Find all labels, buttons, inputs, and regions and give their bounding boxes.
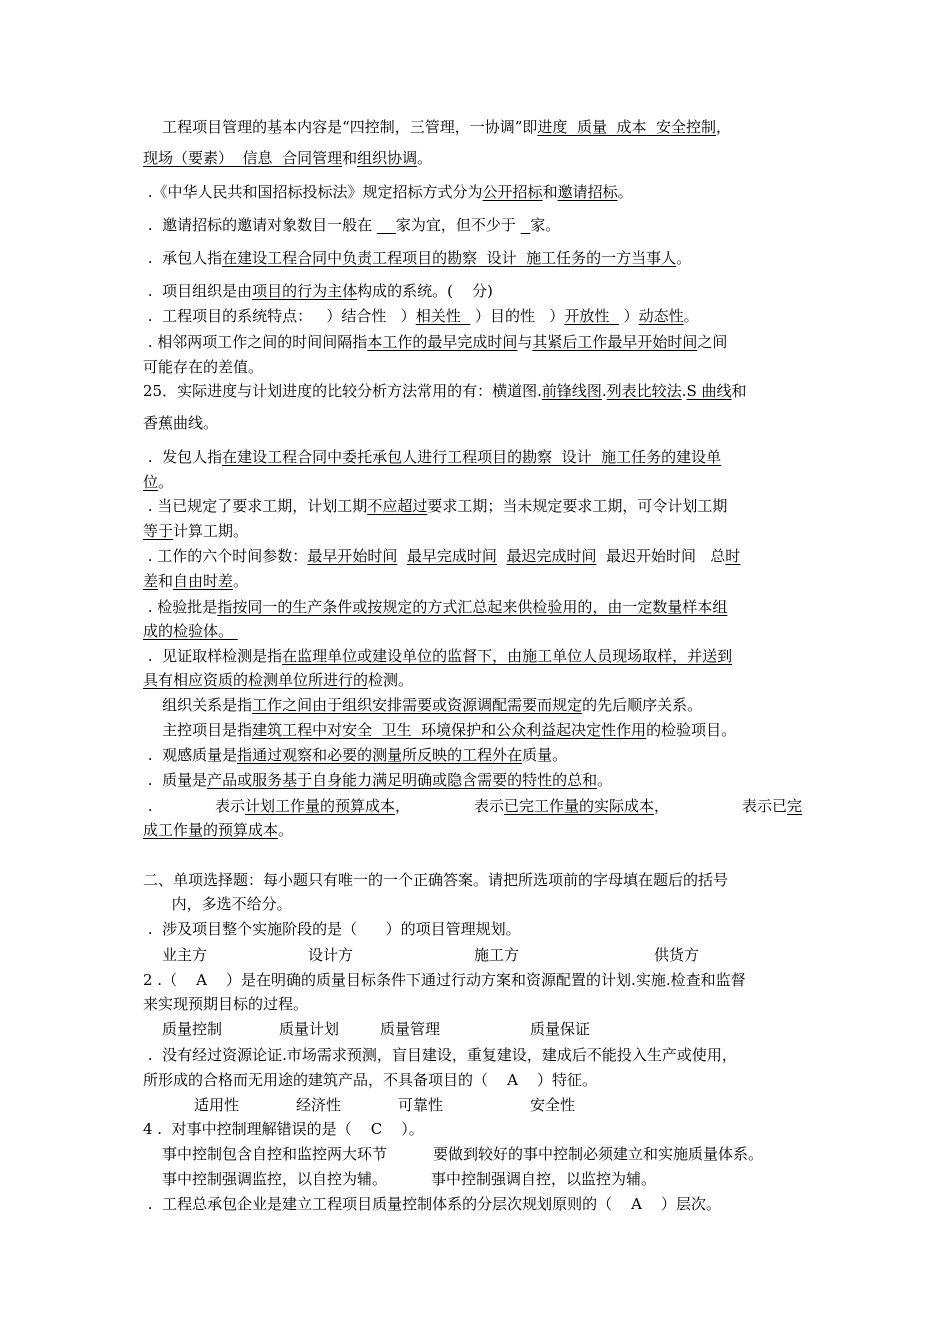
- q4-option-d: 事中控制强调自控，以监控为辅。: [431, 1170, 657, 1188]
- q3-option-d: 安全性: [530, 1096, 576, 1114]
- q3-option-a: 适用性: [194, 1096, 240, 1114]
- q2-option-c: 质量管理: [380, 1020, 441, 1038]
- fill-line-18: . 检验批是指按同一的生产条件或按规定的方式汇总起来供检验用的，由一定数量样本组: [143, 598, 728, 616]
- fill-line-26-part4: 表示已完: [742, 797, 803, 815]
- fill-line-6: . 项目组织是由项目的行为主体构成的系统。( 分): [143, 282, 493, 300]
- fill-line-20: . 见证取样检测是指在监理单位或建设单位的监督下，由施工单位人员现场取样，并送到: [143, 647, 733, 665]
- fill-line-26-part3: 表示已完工作量的实际成本，: [474, 797, 670, 815]
- q3-option-b: 经济性: [296, 1096, 342, 1114]
- fill-line-12: . 发包人指在建设工程合同中委托承包人进行工程项目的勘察 设计 施工任务的建设单: [143, 448, 722, 466]
- q1-option-a: 业主方: [162, 946, 208, 964]
- choice-heading-cont: 内，多选不给分。: [143, 895, 292, 913]
- fill-line-13: 位。: [143, 473, 174, 491]
- question-5: . 工程总承包企业是建立工程项目质量控制体系的分层次规划原则的（ A ）层次。: [143, 1195, 722, 1213]
- fill-line-23: 主控项目是指建筑工程中对安全 卫生 环境保护和公众利益起决定性作用的检验项目。: [143, 721, 737, 739]
- q4-option-c: 事中控制强调监控，以自控为辅。: [162, 1170, 388, 1188]
- fill-line-5: . 承包人指在建设工程合同中负责工程项目的勘察 设计 施工任务的一方当事人。: [143, 249, 692, 267]
- choice-heading: 二、单项选择题：每小题只有唯一的一个正确答案。请把所选项前的字母填在题后的括号: [143, 871, 729, 889]
- fill-line-21: 具有相应资质的检测单位所进行的检测。: [143, 671, 414, 689]
- q4-option-b: 要做到较好的事中控制必须建立和实施质量体系。: [433, 1145, 764, 1163]
- q2-option-b: 质量计划: [279, 1020, 340, 1038]
- fill-line-7: . 工程项目的系统特点： ）结合性 ）相关性 ）目的性 ）开放性 ）动态性。: [143, 307, 699, 325]
- fill-line-16: . 工作的六个时间参数：最早开始时间 最早完成时间 最迟完成时间 最迟开始时间 总时: [143, 547, 741, 565]
- q1-option-d: 供货方: [654, 946, 700, 964]
- fill-line-4: . 邀请招标的邀请对象数目一般在 家为宜，但不少于 家。: [143, 216, 561, 234]
- fill-line-10: 25．实际进度与计划进度的比较分析方法常用的有：横道图.前锋线图.列表比较法.S 曲线和: [143, 382, 747, 400]
- fill-line-17: 差和自由时差。: [143, 572, 249, 590]
- fill-line-8: . 相邻两项工作之间的时间间隔指本工作的最早完成时间与其紧后工作最早开始时间之间: [143, 333, 728, 351]
- fill-line-2: 现场（要素） 信息 合同管理和组织协调。: [143, 149, 433, 167]
- question-2-cont: 来实现预期目标的过程。: [143, 995, 309, 1013]
- fill-line-26: .: [143, 797, 153, 815]
- fill-line-22: 组织关系是指工作之间由于组织安排需要或资源调配需要而规定的先后顺序关系。: [143, 696, 703, 714]
- fill-line-19: 成的检验体。: [143, 622, 238, 640]
- question-4: 4 . 对事中控制理解错误的是（ C ）。: [143, 1120, 424, 1138]
- q2-option-a: 质量控制: [162, 1020, 223, 1038]
- fill-line-15: 等于计算工期。: [143, 522, 249, 540]
- fill-line-11: 香蕉曲线。: [143, 414, 219, 432]
- question-1: . 涉及项目整个实施阶段的是（ ）的项目管理规划。: [143, 920, 521, 938]
- fill-line-25: . 质量是产品或服务基于自身能力满足明确或隐含需要的特性的总和。: [143, 771, 613, 789]
- fill-line-27: 成工作量的预算成本。: [143, 821, 294, 839]
- fill-line-9: 可能存在的差值。: [143, 358, 264, 376]
- fill-line-3: .《中华人民共和国招标投标法》规定招标方式分为公开招标和邀请招标。: [143, 183, 633, 201]
- q2-option-d: 质量保证: [530, 1020, 591, 1038]
- q1-option-b: 设计方: [308, 946, 354, 964]
- question-3: . 没有经过资源论证.市场需求预测，盲目建设，重复建设，建成后不能投入生产或使用，: [143, 1046, 737, 1064]
- fill-line-26-part2: 表示计划工作量的预算成本，: [215, 797, 411, 815]
- fill-line-1: 工程项目管理的基本内容是“四控制，三管理，一协调”即进度 质量 成本 安全控制，: [143, 118, 732, 136]
- q4-option-a: 事中控制包含自控和监控两大环节: [162, 1145, 388, 1163]
- fill-line-14: . 当已规定了要求工期，计划工期不应超过要求工期；当未规定要求工期，可令计划工期: [143, 497, 728, 515]
- q3-option-c: 可靠性: [398, 1096, 444, 1114]
- q1-option-c: 施工方: [474, 946, 520, 964]
- question-3-cont: 所形成的合格而无用途的建筑产品，不具备项目的（ A ）特征。: [143, 1071, 597, 1089]
- question-2: 2 .（ A ）是在明确的质量目标条件下通过行动方案和资源配置的计划.实施.检查和监督: [143, 971, 746, 989]
- fill-line-24: . 观感质量是指通过观察和必要的测量所反映的工程外在质量。: [143, 746, 568, 764]
